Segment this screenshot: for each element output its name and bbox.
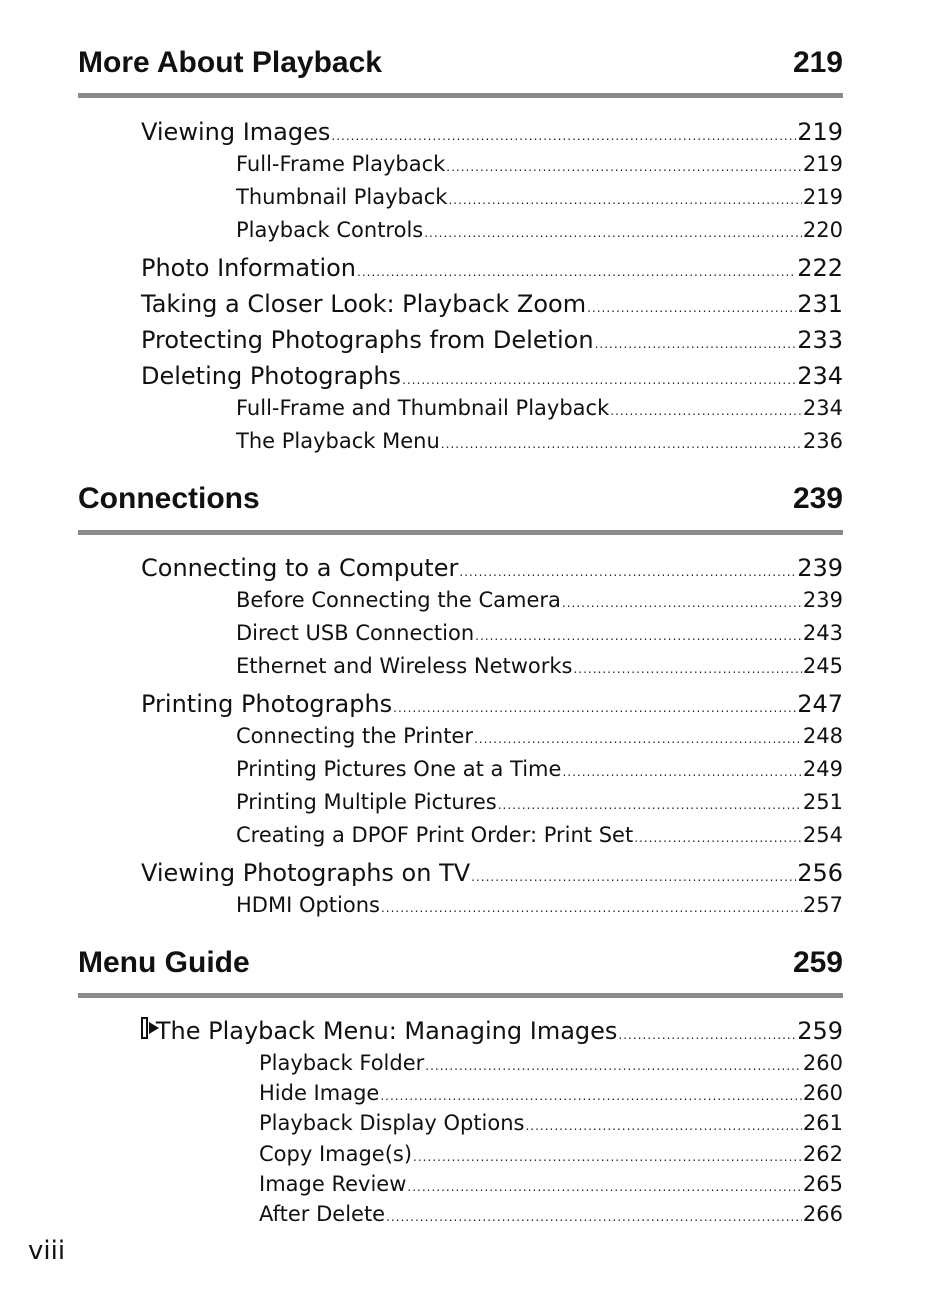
entry-page: 239 bbox=[802, 588, 843, 612]
entry-page: 257 bbox=[802, 893, 843, 917]
toc-subentry[interactable] bbox=[236, 152, 843, 176]
dot-leader bbox=[448, 193, 801, 207]
entry-page: 222 bbox=[797, 254, 843, 282]
section-title: Menu Guide bbox=[78, 946, 250, 979]
dot-leader bbox=[380, 1089, 802, 1103]
entry-title: Printing Photographs bbox=[141, 690, 393, 718]
entry-title: Deleting Photographs bbox=[141, 362, 402, 390]
entry-page: 248 bbox=[802, 724, 843, 748]
entry-title: Ethernet and Wireless Networks bbox=[236, 654, 573, 678]
dot-leader bbox=[587, 301, 796, 315]
entry-page: 245 bbox=[802, 654, 843, 678]
entry-page: 254 bbox=[802, 823, 843, 847]
entry-title: Viewing Images bbox=[141, 118, 331, 146]
entry-page: 247 bbox=[797, 690, 843, 718]
entry-page: 243 bbox=[802, 621, 843, 645]
entry-title: Image Review bbox=[259, 1172, 407, 1196]
toc-subentry[interactable] bbox=[236, 588, 843, 612]
entry-page: 262 bbox=[802, 1142, 843, 1166]
entry-page: 256 bbox=[797, 859, 843, 887]
dot-leader bbox=[386, 1210, 802, 1224]
dot-leader bbox=[634, 831, 802, 845]
dot-leader bbox=[562, 596, 802, 610]
dot-leader bbox=[407, 1180, 802, 1194]
dot-leader bbox=[393, 701, 796, 715]
toc-subentry[interactable] bbox=[236, 185, 843, 209]
toc-subentry[interactable] bbox=[236, 724, 843, 748]
dot-leader bbox=[459, 565, 796, 579]
toc-subentry[interactable] bbox=[236, 823, 843, 847]
entry-page: 251 bbox=[802, 790, 843, 814]
dot-leader bbox=[441, 437, 802, 451]
toc-entry[interactable] bbox=[141, 362, 843, 390]
section-page: 219 bbox=[792, 46, 843, 79]
entry-title: The Playback Menu bbox=[236, 429, 440, 453]
entry-title: Creating a DPOF Print Order: Print Set bbox=[236, 823, 634, 847]
dot-leader bbox=[471, 870, 796, 884]
toc-entry[interactable] bbox=[141, 290, 843, 318]
section-heading bbox=[78, 46, 843, 80]
section-heading bbox=[78, 482, 843, 516]
section-page: 239 bbox=[792, 482, 843, 515]
entry-page: 266 bbox=[802, 1202, 843, 1226]
dot-leader bbox=[381, 901, 802, 915]
entry-title: Printing Pictures One at a Time bbox=[236, 757, 562, 781]
dot-leader bbox=[402, 373, 796, 387]
section-divider bbox=[78, 530, 843, 535]
entry-page: 260 bbox=[802, 1081, 843, 1105]
entry-title: Playback Folder bbox=[259, 1051, 425, 1075]
dot-leader bbox=[425, 1059, 802, 1073]
entry-page: 260 bbox=[802, 1051, 843, 1075]
entry-page: 239 bbox=[797, 554, 843, 582]
dot-leader bbox=[446, 160, 802, 174]
entry-title: Thumbnail Playback bbox=[236, 185, 448, 209]
section-divider bbox=[78, 93, 843, 98]
dot-leader bbox=[562, 765, 801, 779]
dot-leader bbox=[474, 732, 802, 746]
toc-entry[interactable] bbox=[141, 554, 843, 582]
entry-title: The Playback Menu: Managing Images bbox=[155, 1017, 618, 1045]
entry-title: Full-Frame Playback bbox=[236, 152, 446, 176]
page-folio: viii bbox=[28, 1236, 66, 1266]
toc-subentry[interactable] bbox=[236, 790, 843, 814]
toc-subentry[interactable] bbox=[259, 1081, 843, 1105]
entry-title: Connecting to a Computer bbox=[141, 554, 459, 582]
entry-title: HDMI Options bbox=[236, 893, 380, 917]
entry-title: Hide Image bbox=[259, 1081, 380, 1105]
entry-title: After Delete bbox=[259, 1202, 386, 1226]
toc-entry[interactable] bbox=[141, 326, 843, 354]
dot-leader bbox=[595, 337, 797, 351]
toc-subentry[interactable] bbox=[259, 1202, 843, 1226]
entry-page: 219 bbox=[797, 118, 843, 146]
entry-title: Viewing Photographs on TV bbox=[141, 859, 471, 887]
entry-page: 249 bbox=[802, 757, 843, 781]
section-divider bbox=[78, 993, 843, 998]
toc-subentry[interactable] bbox=[236, 429, 843, 453]
entry-title: Playback Display Options bbox=[259, 1111, 525, 1135]
entry-page: 219 bbox=[802, 185, 843, 209]
entry-title: Direct USB Connection bbox=[236, 621, 475, 645]
toc-entry[interactable] bbox=[141, 254, 843, 282]
toc-entry[interactable] bbox=[141, 118, 843, 146]
entry-title: Copy Image(s) bbox=[259, 1142, 413, 1166]
entry-page: 219 bbox=[802, 152, 843, 176]
section-heading bbox=[78, 946, 843, 980]
toc-subentry[interactable] bbox=[259, 1051, 843, 1075]
toc-subentry[interactable] bbox=[236, 654, 843, 678]
entry-title: Full-Frame and Thumbnail Playback bbox=[236, 396, 610, 420]
entry-page: 261 bbox=[802, 1111, 843, 1135]
toc-subentry[interactable] bbox=[259, 1142, 843, 1166]
dot-leader bbox=[610, 404, 802, 418]
dot-leader bbox=[424, 226, 802, 240]
entry-page: 234 bbox=[797, 362, 843, 390]
dot-leader bbox=[498, 798, 802, 812]
entry-page: 231 bbox=[797, 290, 843, 318]
entry-page: 234 bbox=[802, 396, 843, 420]
entry-page: 265 bbox=[802, 1172, 843, 1196]
toc-subentry[interactable] bbox=[259, 1111, 843, 1135]
toc-entry[interactable] bbox=[141, 859, 843, 887]
toc-entry[interactable] bbox=[141, 690, 843, 718]
entry-title: Printing Multiple Pictures bbox=[236, 790, 497, 814]
toc-subentry[interactable] bbox=[236, 396, 843, 420]
toc-subentry[interactable] bbox=[236, 757, 843, 781]
dot-leader bbox=[525, 1119, 801, 1133]
entry-page: 233 bbox=[797, 326, 843, 354]
entry-page: 259 bbox=[797, 1017, 843, 1045]
entry-page: 220 bbox=[802, 218, 843, 242]
dot-leader bbox=[573, 662, 801, 676]
toc-subentry[interactable] bbox=[259, 1172, 843, 1196]
entry-title: Playback Controls bbox=[236, 218, 424, 242]
section-title: More About Playback bbox=[78, 46, 382, 79]
playback-menu-icon bbox=[141, 1017, 148, 1039]
dot-leader bbox=[357, 265, 796, 279]
entry-title: Taking a Closer Look: Playback Zoom bbox=[141, 290, 587, 318]
dot-leader bbox=[413, 1150, 802, 1164]
section-page: 259 bbox=[792, 946, 843, 979]
dot-leader bbox=[331, 129, 796, 143]
entry-page: 236 bbox=[802, 429, 843, 453]
dot-leader bbox=[618, 1028, 796, 1042]
dot-leader bbox=[475, 629, 802, 643]
entry-title: Photo Information bbox=[141, 254, 357, 282]
toc-subentry[interactable] bbox=[236, 621, 843, 645]
entry-title: Before Connecting the Camera bbox=[236, 588, 561, 612]
section-title: Connections bbox=[78, 482, 260, 515]
entry-title: Connecting the Printer bbox=[236, 724, 473, 748]
toc-subentry[interactable] bbox=[236, 218, 843, 242]
toc-entry[interactable] bbox=[141, 1017, 843, 1045]
toc-subentry[interactable] bbox=[236, 893, 843, 917]
entry-title: Protecting Photographs from Deletion bbox=[141, 326, 594, 354]
